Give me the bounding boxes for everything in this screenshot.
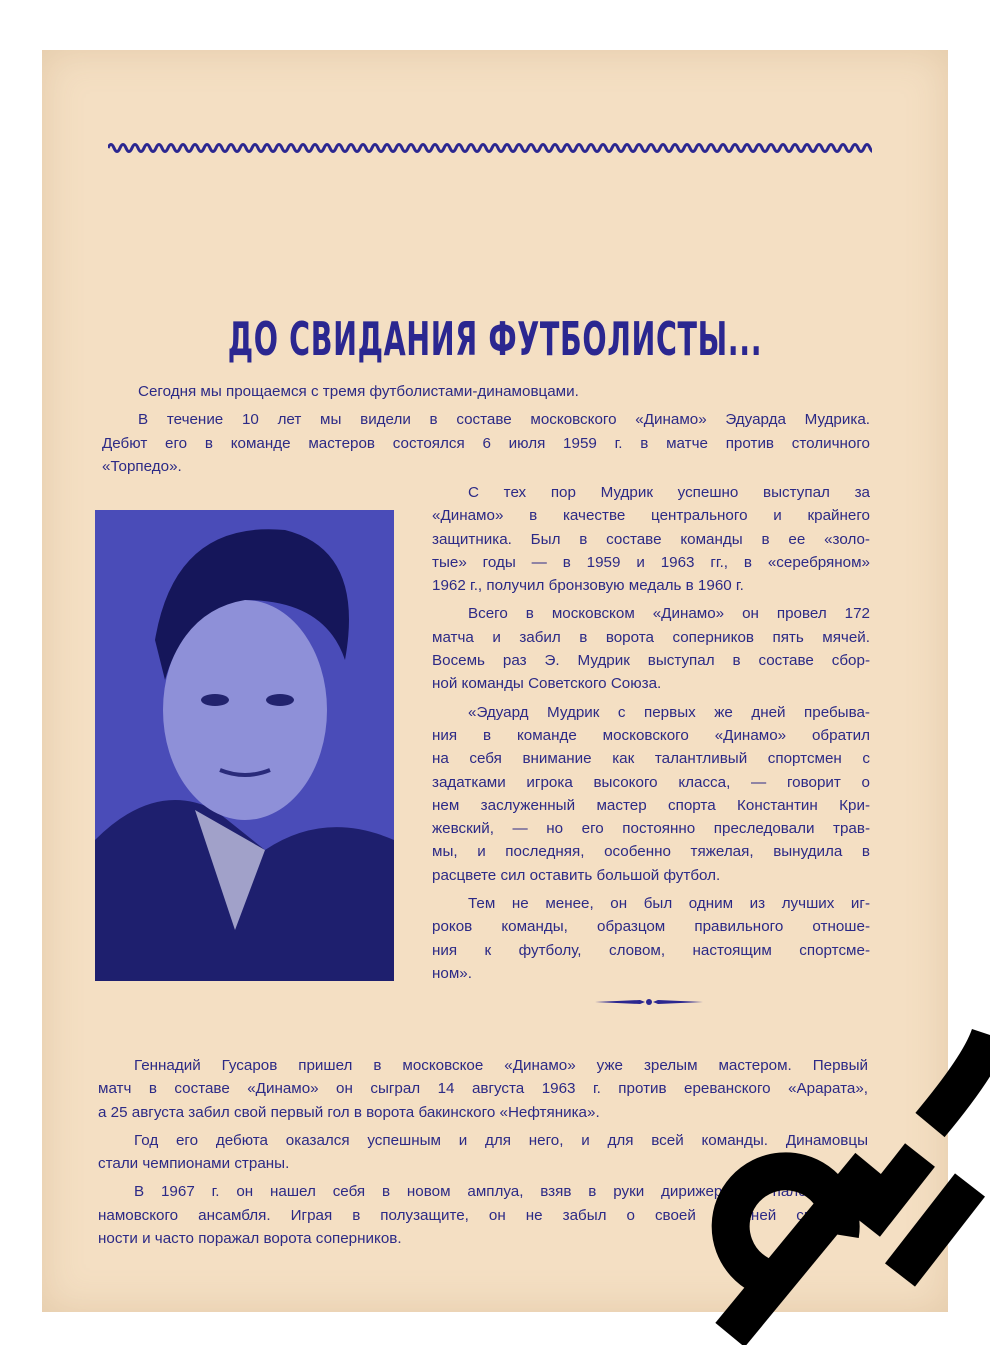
portrait-image — [95, 510, 394, 981]
text-line: ной команды Советского Союза. — [432, 675, 662, 693]
text-line: Всего в московском «Динамо» он провел 172 — [468, 605, 870, 623]
text-line: «Динамо» в качестве центрального и крайнего — [432, 507, 870, 525]
text-line: Геннадий Гусаров пришел в московское «Динамо» уже зрелым мастером. Первый — [134, 1057, 868, 1074]
text-line: Восемь раз Э. Мудрик выступал в составе сбор- — [432, 652, 870, 670]
text-line: на себя внимание как талантливый спортсмен с — [432, 750, 870, 768]
text-line: задатками игрока высокого класса, — говорит о — [432, 773, 870, 791]
intro-text — [102, 380, 870, 483]
text-line: 1962 г., получил бронзовую медаль в 1960 г. — [432, 577, 744, 595]
ornament-divider — [595, 995, 703, 1009]
text-line: Год его дебюта оказался успешным и для него, и для всей команды. Динамовцы — [134, 1131, 868, 1149]
text-line: защитника. Был в составе команды в ее «золо- — [432, 530, 870, 548]
paragraph — [432, 701, 870, 887]
text-line: Сегодня мы прощаемся с тремя футболистами-динамовцами. — [138, 383, 579, 400]
text-line: нем заслуженный мастер спорта Константин Кри- — [432, 796, 870, 814]
text-line: В течение 10 лет мы видели в составе московского «Динамо» Эдуарда Мудрика. — [138, 411, 870, 429]
text-line: намовского ансамбля. Играя в полузащите, он не забыл о своей прежней специаль- — [98, 1206, 868, 1224]
player-photo — [95, 510, 394, 981]
text-line: жевский, — но его постоянно преследовали трав- — [432, 820, 870, 838]
text-line: ности и часто поражал ворота соперников. — [98, 1230, 402, 1248]
text-line: ния в команде московского «Динамо» обратил — [432, 726, 870, 744]
text-line: Тем не менее, он был одним из лучших иг- — [468, 895, 870, 913]
text-line: тые» годы — в 1959 и 1963 гг., в «серебряном» — [432, 553, 870, 571]
text-line: ния к футболу, словом, настоящим спортсме- — [432, 941, 870, 959]
text-line: матча и забил в ворота соперников пять мячей. — [432, 628, 870, 646]
text-line: роков команды, образцом правильного отноше- — [432, 918, 870, 936]
text-line: «Эдуард Мудрик с первых же дней пребыва- — [468, 703, 870, 721]
article-column — [432, 481, 870, 990]
paragraph — [432, 602, 870, 695]
text-line: «Торпедо». — [102, 457, 182, 475]
text-line: стали чемпионами страны. — [98, 1155, 290, 1173]
text-line: расцвете сил оставить большой футбол. — [432, 866, 721, 884]
paragraph — [102, 380, 870, 403]
text-line: а 25 августа забил свой первый гол в ворота бакинского «Нефтяника». — [98, 1103, 600, 1121]
paragraph — [432, 481, 870, 597]
text-line: В 1967 г. он нашел себя в новом амплуа, взяв в руки дирижерскую палочку ди- — [134, 1183, 868, 1201]
paragraph — [102, 408, 870, 478]
text-line: Дебют его в команде мастеров состоялся 6 июля 1959 г. в матче против столичного — [102, 434, 870, 452]
text-line: матч в составе «Динамо» он сыграл 14 августа 1963 г. против ереванского «Арарата», — [98, 1080, 868, 1098]
text-line: С тех пор Мудрик успешно выступал за — [468, 484, 870, 501]
watermark-logo — [690, 975, 990, 1345]
text-line: мы, и последняя, особенно тяжелая, вынудила в — [432, 843, 870, 861]
page-title: ДО СВИДАНИЯ ФУТБОЛИСТЫ... — [227, 312, 763, 366]
paragraph — [432, 892, 870, 985]
wavy-divider — [108, 138, 872, 158]
text-line: ном». — [432, 964, 472, 982]
